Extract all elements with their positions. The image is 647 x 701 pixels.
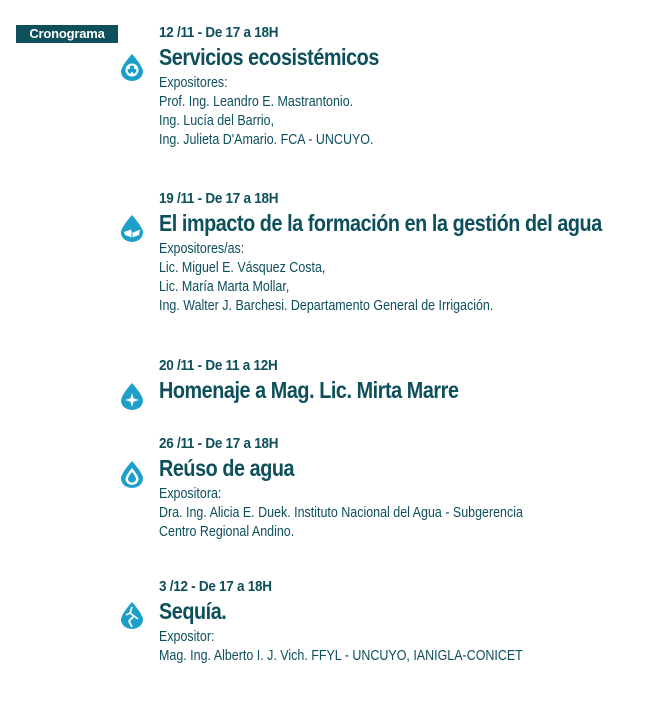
cracked-drop-icon: [118, 601, 146, 629]
event-title: El impacto de la formación en la gestión del agua: [159, 210, 602, 236]
event-date: 12 /11 - De 17 a 18H: [159, 24, 279, 41]
event-date: 26 /11 - De 17 a 18H: [159, 435, 279, 452]
event-details: [159, 485, 523, 542]
event-detail-line: Expositores/as:: [159, 241, 245, 257]
event-details: [159, 240, 493, 316]
book-drop-icon: [118, 214, 146, 242]
event-detail-line: Expositores:: [159, 75, 228, 91]
event-detail-line: Ing. Julieta D'Amario. FCA - UNCUYO.: [159, 132, 374, 148]
event-title: Reúso de agua: [159, 455, 295, 481]
event-detail-line: Centro Regional Andino.: [159, 524, 295, 540]
event-detail-line: Expositora:: [159, 486, 222, 502]
event-date: 20 /11 - De 11 a 12H: [159, 357, 278, 374]
cronograma-badge: Cronograma: [16, 25, 118, 43]
event-title: Homenaje a Mag. Lic. Mirta Marre: [159, 377, 459, 403]
event-detail-line: Ing. Walter J. Barchesi. Departamento General de Irrigación.: [159, 298, 494, 314]
star-drop-icon: [118, 382, 146, 410]
event-detail-line: Dra. Ing. Alicia E. Duek. Instituto Nacional del Agua - Subgerencia: [159, 505, 523, 521]
event-detail-line: Expositor:: [159, 629, 215, 645]
event-detail-line: Ing. Lucía del Barrio,: [159, 113, 275, 129]
event-detail-line: Prof. Ing. Leandro E. Mastrantonio.: [159, 94, 354, 110]
event-date: 3 /12 - De 17 a 18H: [159, 578, 272, 595]
event-detail-line: Mag. Ing. Alberto I. J. Vich. FFYL - UNCUYO, IANIGLA-CONICET: [159, 648, 523, 664]
ecosystem-drop-icon: [118, 53, 146, 81]
event-details: [159, 628, 523, 666]
event-date: 19 /11 - De 17 a 18H: [159, 190, 279, 207]
reuse-drop-icon: [118, 460, 146, 488]
event-title: Servicios ecosistémicos: [159, 44, 379, 70]
event-detail-line: Lic. Miguel E. Vásquez Costa,: [159, 260, 326, 276]
event-details: [159, 74, 373, 150]
event-detail-line: Lic. María Marta Mollar,: [159, 279, 290, 295]
event-title: Sequía.: [159, 598, 227, 624]
